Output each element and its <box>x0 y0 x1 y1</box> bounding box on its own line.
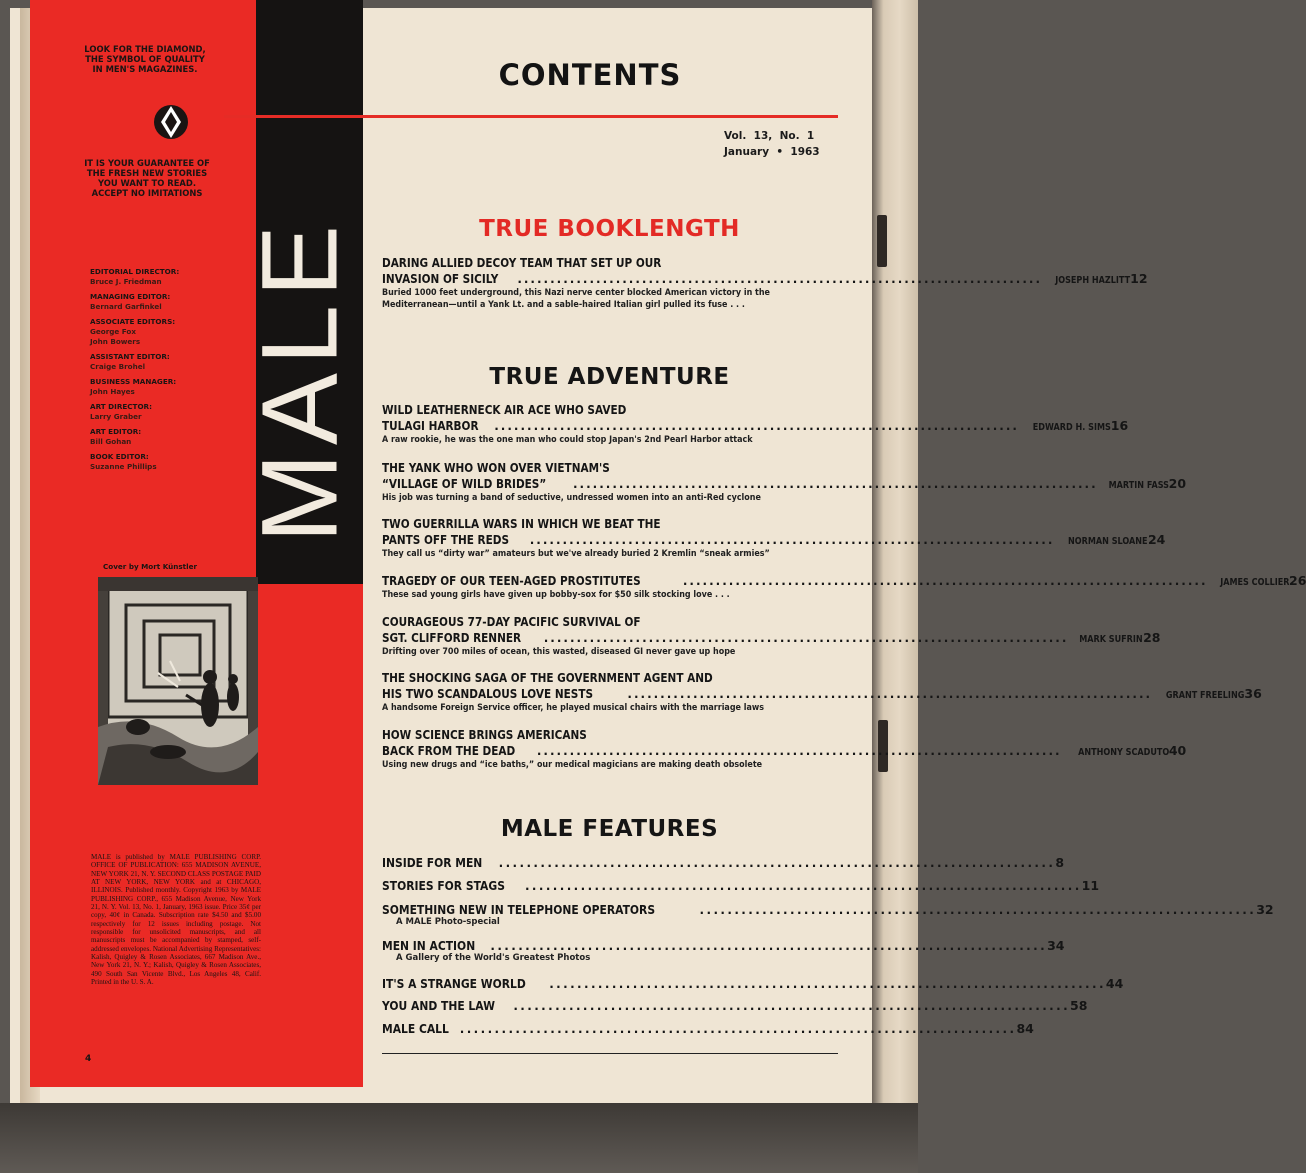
entry-title-line: BACK FROM THE DEAD <box>382 744 516 758</box>
entry-title-row <box>382 476 1187 492</box>
leader-dots: ................................................................................ <box>682 574 1208 588</box>
feature-title: STORIES FOR STAGS <box>382 878 505 893</box>
feature-page-number: 44 <box>1105 976 1124 991</box>
promo-line: THE SYMBOL OF QUALITY <box>85 54 205 64</box>
entry-author: ANTHONY SCADUTO <box>1077 747 1169 758</box>
feature-entry[interactable] <box>382 902 1274 928</box>
page-title: CONTENTS <box>498 58 682 92</box>
entry-description: These sad young girls have given up bobby-sox for $50 silk stocking love . . . <box>382 590 730 600</box>
issue-info <box>724 128 820 160</box>
feature-row <box>382 938 1065 953</box>
promo-bottom <box>72 158 222 198</box>
entry-description: A raw rookie, he was the one man who could stop Japan's 2nd Pearl Harbor attack <box>382 435 753 445</box>
feature-entry[interactable] <box>382 998 1088 1013</box>
entry-title-row <box>382 532 1166 548</box>
publisher-notice: MALE is published by MALE PUBLISHING CORP. OFFICE OF PUBLICATION: 655 MADISON AVENUE, NEW YORK 21, N. Y. SECOND CLASS POSTAGE PAID AT NEW YORK, NEW YORK and at CHICAGO, ILLINOIS. Published monthly. Copyright 1963 by MALE PUBLISHING CORP., 655 Madison Avenue, New York 21, N. Y. Vol. 13, No. 1, January, 1963 issue. Price 35¢ per copy, 40¢ in Canada. Subscription rate $4.50 and $5.00 respectively for 12 issues including postage. Not responsible for unsolicited manuscripts, and all manuscripts must be accompanied by stamped, self-addressed envelopes. National Advertising Representatives: Kalish, Quigley & Rosen Associates, 667 Madison Ave., New York 21, N. Y.; Kalish, Quigley & Rosen Associates, 490 South San Vicente Blvd., Los Angeles 48, Calif. Printed in the U. S. A. <box>91 853 261 987</box>
leader-dots: ................................................................................ <box>524 879 1082 893</box>
entry-title-line: WILD LEATHERNECK AIR ACE WHO SAVED <box>382 403 627 417</box>
entry-description: His job was turning a band of seductive, undressed women into an anti-Red cyclone <box>382 493 761 503</box>
staff-name: Bruce J. Friedman <box>90 277 162 286</box>
feature-subtitle: A Gallery of the World's Greatest Photos <box>396 953 591 963</box>
leader-dots: ................................................................................ <box>490 939 1048 953</box>
feature-page-number: 84 <box>1016 1021 1034 1036</box>
leader-dots: ................................................................................ <box>517 272 1042 286</box>
masthead-title: MALE <box>238 216 360 544</box>
leader-dots: ................................................................................ <box>699 903 1257 917</box>
feature-title: SOMETHING NEW IN TELEPHONE OPERATORS <box>382 902 656 917</box>
entry-title-line: TULAGI HARBOR <box>382 419 479 433</box>
leader-dots: ................................................................................ <box>572 477 1098 491</box>
staff-role: BUSINESS MANAGER: <box>90 377 177 386</box>
contents-entry[interactable] <box>382 573 1306 601</box>
feature-page-number: 58 <box>1070 998 1088 1013</box>
entry-title-row <box>382 686 1262 702</box>
entry-author: JAMES COLLIER <box>1219 577 1290 588</box>
entry-title-row <box>382 630 1161 646</box>
entry-title-line: COURAGEOUS 77-DAY PACIFIC SURVIVAL OF <box>382 615 641 629</box>
staff-list <box>90 262 250 472</box>
entry-title-row <box>382 573 1306 589</box>
contents-entry[interactable] <box>382 727 1187 771</box>
contents-entry[interactable] <box>382 255 1148 311</box>
entry-author: NORMAN SLOANE <box>1068 536 1148 547</box>
staff-role: ASSOCIATE EDITORS: <box>90 317 176 326</box>
section-heading-booklength: TRUE BOOKLENGTH <box>479 216 740 242</box>
feature-row <box>382 902 1274 917</box>
leader-dots: ................................................................................ <box>627 687 1153 701</box>
contents-entry[interactable] <box>382 670 1262 714</box>
staff-name: John Bowers <box>90 337 141 346</box>
contents-entry[interactable] <box>382 402 1129 446</box>
entry-title-line: SGT. CLIFFORD RENNER <box>382 631 522 645</box>
feature-page-number: 8 <box>1055 855 1065 870</box>
entry-title-row <box>382 271 1148 287</box>
feature-row <box>382 878 1100 893</box>
staff-role: BOOK EDITOR: <box>90 452 149 461</box>
entry-title-line: TRAGEDY OF OUR TEEN-AGED PROSTITUTES <box>382 574 641 588</box>
contents-entry[interactable] <box>382 516 1166 560</box>
cover-credit: Cover by Mort Künstler <box>103 562 197 571</box>
staff-role: MANAGING EDITOR: <box>90 292 171 301</box>
staff-role: ASSISTANT EDITOR: <box>90 352 170 361</box>
entry-title-line: DARING ALLIED DECOY TEAM THAT SET UP OUR <box>382 256 662 270</box>
promo-line: YOU WANT TO READ. <box>97 178 197 188</box>
staff-name: George Fox <box>90 327 136 336</box>
table-surface <box>0 1103 918 1173</box>
entry-author: JOSEPH HAZLITT <box>1055 275 1131 286</box>
entry-title-row <box>382 418 1129 434</box>
feature-row <box>382 855 1065 870</box>
promo-line: ACCEPT NO IMITATIONS <box>91 188 203 198</box>
feature-row <box>382 1021 1034 1036</box>
feature-row <box>382 998 1088 1013</box>
entry-page-number: 16 <box>1110 418 1129 433</box>
feature-entry[interactable] <box>382 878 1100 893</box>
feature-title: INSIDE FOR MEN <box>382 855 483 870</box>
title-rule <box>224 115 838 118</box>
entry-title-line: HIS TWO SCANDALOUS LOVE NESTS <box>382 687 594 701</box>
leader-dots: ................................................................................ <box>494 419 1019 433</box>
section-heading-features: MALE FEATURES <box>500 816 719 842</box>
contents-entry[interactable] <box>382 614 1161 658</box>
entry-title-row <box>382 743 1187 759</box>
page-number: 4 <box>85 1054 92 1064</box>
staff-name: Bernard Garfinkel <box>90 302 162 311</box>
entry-page-number: 20 <box>1168 476 1187 491</box>
entry-page-number: 26 <box>1289 573 1306 588</box>
leader-dots: ................................................................................ <box>498 856 1056 870</box>
feature-entry[interactable] <box>382 855 1065 870</box>
section-heading-adventure: TRUE ADVENTURE <box>489 364 730 390</box>
staff-name: Craige Brohel <box>90 362 146 371</box>
feature-title: IT'S A STRANGE WORLD <box>382 976 526 991</box>
entry-page-number: 24 <box>1147 532 1166 547</box>
entry-title-line: TWO GUERRILLA WARS IN WHICH WE BEAT THE <box>382 517 661 531</box>
entry-page-number: 12 <box>1130 271 1148 286</box>
entry-author: MARTIN FASS <box>1108 480 1169 491</box>
entry-title-line: THE YANK WHO WON OVER VIETNAM'S <box>382 461 610 475</box>
staff-role: ART EDITOR: <box>90 427 142 436</box>
feature-entry[interactable] <box>382 938 1065 964</box>
feature-title: MALE CALL <box>382 1021 449 1036</box>
promo-line: THE FRESH NEW STORIES <box>86 168 208 178</box>
entry-author: GRANT FREELING <box>1165 690 1245 701</box>
leader-dots: ................................................................................ <box>543 631 1069 645</box>
entry-page-number: 28 <box>1143 630 1161 645</box>
feature-entry[interactable] <box>382 1021 1034 1036</box>
feature-page-number: 34 <box>1047 938 1065 953</box>
feature-page-number: 11 <box>1081 878 1100 893</box>
cover-thumbnail-image <box>98 577 258 785</box>
issue-date: January • 1963 <box>724 146 820 158</box>
leader-dots: ................................................................................ <box>549 977 1106 991</box>
staff-name: Larry Graber <box>90 412 142 421</box>
entry-title-line: “VILLAGE OF WILD BRIDES” <box>382 477 547 491</box>
entry-title-line: HOW SCIENCE BRINGS AMERICANS <box>382 728 587 742</box>
entry-description: They call us “dirty war” amateurs but we've already buried 2 Kremlin “sneak armies” <box>382 549 770 559</box>
entry-description: Buried 1000 feet underground, this Nazi nerve center blocked American victory in the <box>382 288 770 298</box>
staff-role: EDITORIAL DIRECTOR: <box>90 267 180 276</box>
staff-name: Suzanne Phillips <box>90 462 157 471</box>
feature-page-number: 32 <box>1256 902 1274 917</box>
feature-entry[interactable] <box>382 976 1124 991</box>
entry-page-number: 36 <box>1244 686 1262 701</box>
entry-author: MARK SUFRIN <box>1079 634 1144 645</box>
features-rule <box>382 1053 838 1054</box>
promo-top <box>80 44 210 74</box>
entry-title-line: PANTS OFF THE REDS <box>382 533 510 547</box>
staff-name: Bill Gohan <box>90 437 132 446</box>
staff-role: ART DIRECTOR: <box>90 402 152 411</box>
staple-top <box>877 215 887 267</box>
leader-dots: ................................................................................ <box>459 1022 1017 1036</box>
promo-line: IN MEN'S MAGAZINES. <box>92 64 198 74</box>
entry-title-line: INVASION OF SICILY <box>382 272 499 286</box>
diamond-logo-icon <box>152 92 190 152</box>
entry-description: Drifting over 700 miles of ocean, this wasted, diseased GI never gave up hope <box>382 647 736 657</box>
masthead-logo <box>238 190 368 570</box>
feature-title: MEN IN ACTION <box>382 938 476 953</box>
contents-entry[interactable] <box>382 460 1187 504</box>
entry-description: Using new drugs and “ice baths,” our medical magicians are making death obsolete <box>382 760 763 770</box>
entry-description: A handsome Foreign Service officer, he played musical chairs with the marriage laws <box>382 703 764 713</box>
entry-author: EDWARD H. SIMS <box>1032 422 1111 433</box>
entry-page-number: 40 <box>1168 743 1187 758</box>
leader-dots: ................................................................................ <box>536 744 1062 758</box>
promo-line: IT IS YOUR GUARANTEE OF <box>84 158 210 168</box>
feature-title: YOU AND THE LAW <box>382 998 495 1013</box>
volume-number: Vol. 13, No. 1 <box>724 130 815 142</box>
feature-subtitle: A MALE Photo-special <box>396 917 500 927</box>
leader-dots: ................................................................................ <box>529 533 1055 547</box>
entry-description: Mediterranean—until a Yank Lt. and a sable-haired Italian girl pulled its fuse . . . <box>382 300 745 310</box>
feature-row <box>382 976 1124 991</box>
leader-dots: ................................................................................ <box>513 999 1071 1013</box>
promo-line: LOOK FOR THE DIAMOND, <box>84 44 206 54</box>
entry-title-line: THE SHOCKING SAGA OF THE GOVERNMENT AGENT AND <box>382 671 713 685</box>
staff-name: John Hayes <box>90 387 135 396</box>
